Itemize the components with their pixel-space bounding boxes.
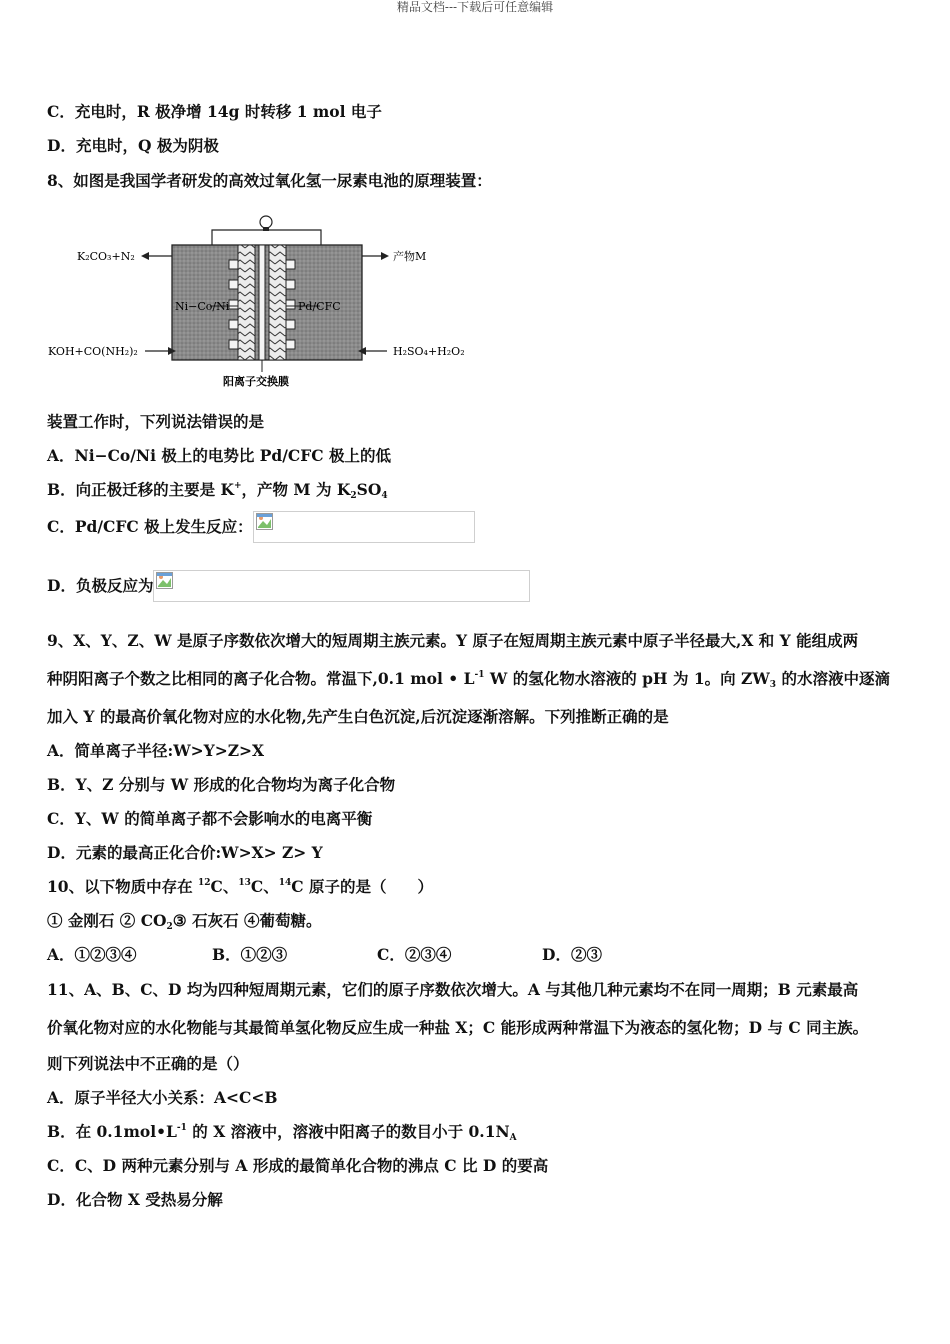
q10-option-b: B．①②③ — [212, 945, 288, 964]
page-header: 精品文档---下载后可任意编辑 — [396, 0, 554, 14]
equation-image-d — [153, 570, 530, 602]
label-left-top: K₂CO₃+N₂ — [77, 250, 135, 263]
q11-option-b: B．在 $0.1mol•L^{-1}$ 的 X 溶液中，溶液中阳离子的数目小于 $0.1N_A$ — [47, 1122, 517, 1143]
q10-options — [47, 945, 602, 965]
q7-option-c: C．充电时，R 极净增 14g 时转移 1 mol 电子 — [47, 102, 382, 121]
label-left-bottom: KOH+CO(NH₂)₂ — [48, 345, 138, 358]
q8-stem: 8、如图是我国学者研发的高效过氧化氢一尿素电池的原理装置： — [47, 171, 492, 190]
q11-option-c: C．C、D 两种元素分别与 A 形成的最简单化合物的沸点 C 比 D 的要高 — [47, 1156, 549, 1175]
q10-option-c: C．②③④ — [377, 945, 452, 964]
q9-option-d: D．元素的最高正化合价:W>X> Z> Y — [47, 843, 323, 862]
q9-option-c: C．Y、W 的简单离子都不会影响水的电离平衡 — [47, 809, 373, 828]
q9-option-a: A．简单离子半径:W>Y>Z>X — [47, 741, 265, 760]
q11-stem-line3: 则下列说法中不正确的是（） — [47, 1054, 249, 1073]
q8-option-c: C．Pd/CFC 极上发生反应： — [47, 510, 475, 543]
q11-stem-line2: 价氧化物对应的水化物能与其最简单氢化物反应生成一种盐 X；C 能形成两种常温下为液态的氢化物；D 与 C 同主族。 — [47, 1018, 869, 1037]
broken-image-icon — [256, 513, 273, 530]
label-membrane: 阳离子交换膜 — [223, 375, 289, 388]
broken-image-icon — [156, 572, 173, 589]
label-left-electrode: Ni−Co/Ni — [175, 300, 230, 313]
q10-stem: 10、以下物质中存在 $^{12}$C、$^{13}$C、$^{14}$C 原子的是（ ） — [47, 877, 433, 896]
q8-option-a: A．Ni−Co/Ni 极上的电势比 Pd/CFC 极上的低 — [47, 446, 391, 465]
q10-option-d: D．②③ — [542, 945, 602, 964]
equation-image-c — [253, 511, 475, 543]
q9-stem-line2: 种阴阳离子个数之比相同的离子化合物。常温下,0.1 mol • $L^{-1}$ W 的氢化物水溶液的 pH 为 1。向 $ZW_3$ 的水溶液中逐滴 — [47, 669, 890, 690]
q9-option-b: B．Y、Z 分别与 W 形成的化合物均为离子化合物 — [47, 775, 396, 794]
q9-stem-line1: 9、X、Y、Z、W 是原子序数依次增大的短周期主族元素。Y 原子在短周期主族元素中原子半径最大,X 和 Y 能组成两 — [47, 631, 859, 650]
q8-option-b: B．向正极迁移的主要是 K+，产物 M 为 $K_2SO_4$ — [47, 480, 388, 501]
q11-stem-line1: 11、A、B、C、D 均为四种短周期元素，它们的原子序数依次增大。A 与其他几种元素均不在同一周期；B 元素最高 — [47, 980, 859, 999]
label-right-bottom: H₂SO₄+H₂O₂ — [393, 345, 465, 358]
q9-stem-line3: 加入 Y 的最高价氧化物对应的水化物,先产生白色沉淀,后沉淀逐渐溶解。下列推断正确的是 — [47, 707, 669, 726]
bulb-icon — [260, 216, 272, 231]
q11-option-d: D．化合物 X 受热易分解 — [47, 1190, 223, 1209]
q10-option-a: A．①②③④ — [47, 945, 137, 964]
q8-prompt: 装置工作时，下列说法错误的是 — [47, 412, 265, 431]
label-right-top: 产物M — [393, 250, 427, 263]
battery-diagram — [45, 210, 465, 395]
q8-option-d: D．负极反应为 — [47, 569, 530, 602]
label-right-electrode: Pd/CFC — [298, 300, 341, 313]
q7-option-d: D．充电时，Q 极为阴极 — [47, 136, 219, 155]
q10-items: ① 金刚石 ② $CO_2③$ 石灰石 ④葡萄糖。 — [47, 911, 322, 932]
q11-option-a: A．原子半径大小关系：A<C<B — [47, 1088, 278, 1107]
